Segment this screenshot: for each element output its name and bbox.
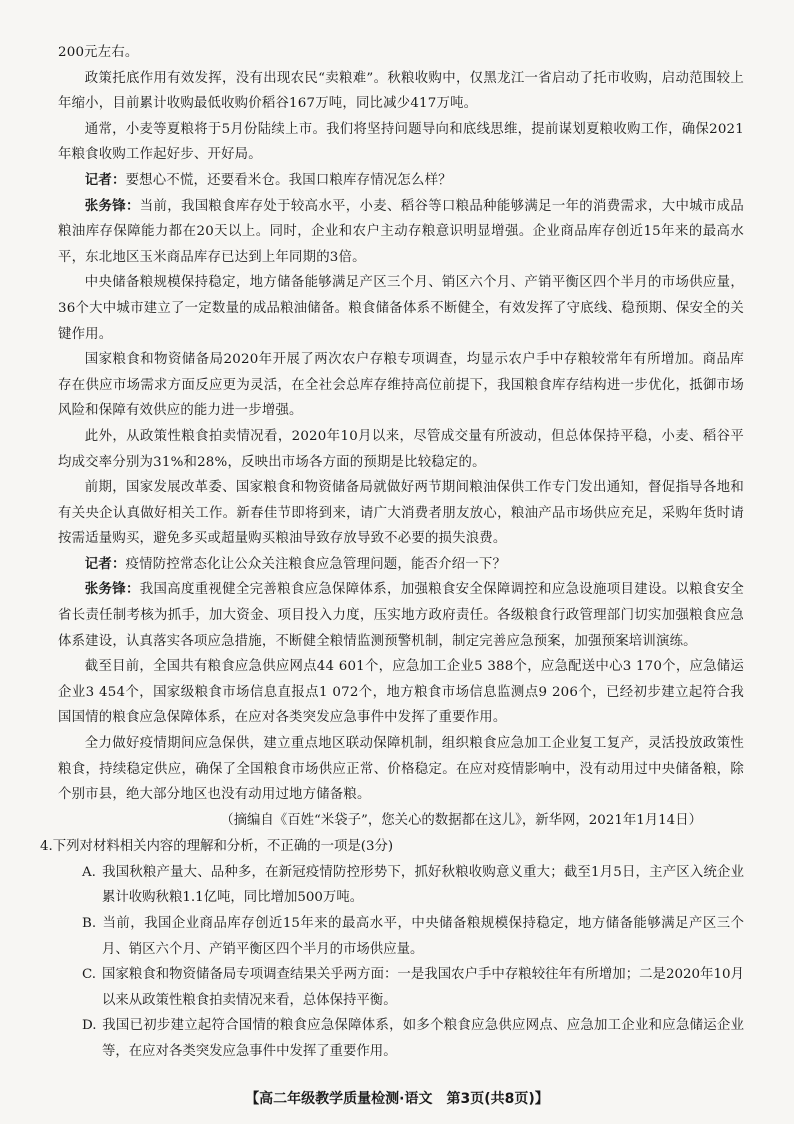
- article-paragraph: [58, 40, 744, 66]
- option-letter: D.: [82, 1018, 97, 1034]
- option-a: [58, 860, 744, 911]
- article-paragraph: [58, 731, 744, 808]
- paragraph-text: 当前，我国粮食库存处于较高水平，小麦、稻谷等口粮品种能够满足一年的消费需求，大中城市成品粮油库存保障能力都在20天以上。同时，企业和农户主动存粮意识明显增强。企业商品库存创近15年来的最高水平，东北地区玉米商品库存已达到上年同期的3倍。: [58, 198, 744, 265]
- question-stem: 4.下列对材料相关内容的理解和分析，不正确的一项是(3分): [40, 838, 394, 854]
- paragraph-text: 政策托底作用有效发挥，没有出现农民“卖粮难”。秋粮收购中，仅黑龙江一省启动了托市收购，启动范围较上年缩小，目前累计收购最低收购价稻谷167万吨，同比减少417万吨。: [58, 70, 744, 112]
- option-d: [58, 1013, 744, 1064]
- paragraph-text: 要想心不慌，还要看米仓。我国口粮库存情况怎么样？: [125, 172, 452, 188]
- option-letter: C.: [82, 967, 97, 983]
- article-paragraph: [58, 424, 744, 475]
- question-4: [40, 834, 744, 1065]
- article-body: [58, 40, 744, 808]
- speaker-label: 记者：: [84, 555, 126, 572]
- page-footer: 【高二年级教学质量检测·语文 第3页(共8页)】: [245, 1091, 549, 1107]
- question-options: [58, 860, 744, 1065]
- speaker-label: 记者：: [84, 171, 126, 188]
- article-paragraph: [58, 270, 744, 347]
- paragraph-text: 截至目前，全国共有粮食应急供应网点44 601个，应急加工企业5 388个，应急配送中心3 170个，应急储运企业3 454个，国家级粮食市场信息直报点1 072个，地方粮食市场信息监测点9 206个，已经初步建立起符合我国国情的粮食应急保障体系，在应对各类突发应急事件中发挥了重要作用。: [58, 659, 744, 726]
- paragraph-text: 全力做好疫情期间应急保供，建立重点地区联动保障机制，组织粮食应急加工企业复工复产，灵活投放政策性粮食，持续稳定供应，确保了全国粮食市场供应正常、价格稳定。在应对疫情影响中，没有动用过中央储备粮，除个别市县，绝大部分地区也没有动用过地方储备粮。: [58, 736, 744, 803]
- option-letter: B.: [82, 916, 97, 931]
- article-paragraph: [58, 347, 744, 424]
- dialog-paragraph: [58, 577, 744, 654]
- paragraph-text: 200元左右。: [58, 45, 139, 60]
- speaker-label: 张务锋：: [84, 581, 140, 598]
- speaker-label: 张务锋：: [84, 197, 140, 214]
- article-paragraph: [58, 66, 744, 117]
- dialog-paragraph: [58, 552, 744, 578]
- paragraph-text: 疫情防控常态化让公众关注粮食应急管理问题，能否介绍一下？: [125, 556, 507, 572]
- option-text: 我国已初步建立起符合国情的粮食应急保障体系，如多个粮食应急供应网点、应急加工企业和应急储运企业等，在应对各类突发应急事件中发挥了重要作用。: [102, 1018, 744, 1059]
- article-source: （摘编自《百姓“米袋子”，您关心的数据都在这儿》，新华网，2021年1月14日）: [220, 812, 702, 828]
- paragraph-text: 此外，从政策性粮食拍卖情况看，2020年10月以来，尽管成交量有所波动，但总体保持平稳，小麦、稻谷平均成交率分别为31%和28%，反映出市场各方面的预期是比较稳定的。: [58, 428, 744, 470]
- option-text: 我国秋粮产量大、品种多，在新冠疫情防控形势下，抓好秋粮收购意义重大；截至1月5日，主产区入统企业累计收购秋粮1.1亿吨，同比增加500万吨。: [102, 864, 744, 906]
- dialog-paragraph: [58, 168, 744, 194]
- option-b: [58, 911, 744, 962]
- dialog-paragraph: [58, 194, 744, 271]
- option-text: 当前，我国企业商品库存创近15年来的最高水平，中央储备粮规模保持稳定，地方储备能够满足产区三个月、销区六个月、产销平衡区四个半月的市场供应量。: [102, 916, 744, 957]
- option-c: [58, 962, 744, 1013]
- paragraph-text: 我国高度重视健全完善粮食应急保障体系，加强粮食安全保障调控和应急设施项目建设。以粮食安全省长责任制考核为抓手，加大资金、项目投入力度，压实地方政府责任。各级粮食行政管理部门切实加强粮食应急体系建设，认真落实各项应急措施，不断健全粮情监测预警机制，制定完善应急预案，加强预案培训演练。: [58, 582, 744, 649]
- paragraph-text: 国家粮食和物资储备局2020年开展了两次农户存粮专项调查，均显示农户手中存粮较常年有所增加。商品库存在供应市场需求方面反应更为灵活，在全社会总库存维持高位前提下，我国粮食库存结构进一步优化，抵御市场风险和保障有效供应的能力进一步增强。: [58, 352, 744, 419]
- article-paragraph: [58, 654, 744, 731]
- paragraph-text: 通常，小麦等夏粮将于5月份陆续上市。我们将坚持问题导向和底线思维，提前谋划夏粮收购工作，确保2021年粮食收购工作起好步、开好局。: [58, 121, 744, 163]
- paragraph-text: 中央储备粮规模保持稳定，地方储备能够满足产区三个月、销区六个月、产销平衡区四个半月的市场供应量，36个大中城市建立了一定数量的成品粮油储备。粮食储备体系不断健全，有效发挥了守底线、稳预期、保安全的关键作用。: [58, 275, 744, 342]
- option-letter: A.: [82, 864, 96, 880]
- paragraph-text: 前期，国家发展改革委、国家粮食和物资储备局就做好两节期间粮油保供工作专门发出通知，督促指导各地和有关央企认真做好相关工作。新春佳节即将到来，请广大消费者朋友放心，粮油产品市场供应充足，采购年货时请按需适量购买，避免多买或超量购买粮油导致存放导致不必要的损失浪费。: [58, 480, 744, 547]
- option-text: 国家粮食和物资储备局专项调查结果关乎两方面：一是我国农户手中存粮较往年有所增加；二是2020年10月以来从政策性粮食拍卖情况来看，总体保持平衡。: [102, 967, 744, 1008]
- article-paragraph: [58, 475, 744, 552]
- article-paragraph: [58, 117, 744, 168]
